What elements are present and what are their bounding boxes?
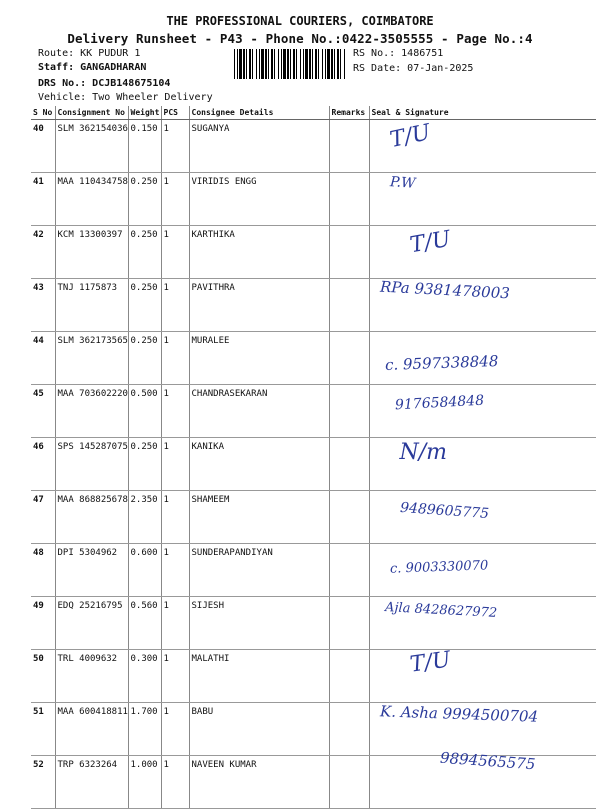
consignment-no-cell: KCM 13300397: [55, 226, 128, 279]
col-header-signature: Seal & Signature: [369, 106, 596, 120]
handwritten-signature: c. 9597338848: [384, 352, 499, 374]
col-header-weight: Weight: [128, 106, 161, 120]
barcode-bar: [300, 49, 301, 79]
weight-cell: 0.560: [128, 597, 161, 650]
remarks-cell: [329, 173, 369, 226]
signature-cell: [369, 544, 596, 597]
signature-cell: [369, 226, 596, 279]
runsheet-subtitle: Delivery Runsheet - P43 - Phone No.:0422-3505555 - Page No.:4: [67, 31, 533, 46]
weight-cell: 0.250: [128, 226, 161, 279]
consignee-name-cell: MALATHI: [189, 650, 329, 703]
consignment-no-cell: MAA 868825678: [55, 491, 128, 544]
consignment-no-cell: TRP 6323264: [55, 756, 128, 809]
staff-info: Staff: GANGADHARAN: [38, 62, 147, 73]
consignment-no-cell: MAA 703602220: [55, 385, 128, 438]
barcode-bar: [340, 49, 341, 79]
consignee-name-cell: VIRIDIS ENGG: [189, 173, 329, 226]
barcode-bar: [278, 49, 279, 79]
handwritten-signature: K. Asha 9994500704: [379, 702, 538, 726]
consignment-no-cell: SLM 362173565: [55, 332, 128, 385]
sno-cell: 50: [31, 650, 55, 703]
table-row: [31, 756, 596, 809]
sno-cell: 52: [31, 756, 55, 809]
barcode-bar: [305, 49, 308, 79]
sno-cell: 45: [31, 385, 55, 438]
barcode-bar: [249, 49, 251, 79]
table-row: [31, 491, 596, 544]
barcode-bar: [246, 49, 247, 79]
sno-cell: 41: [31, 173, 55, 226]
consignment-no-cell: EDQ 25216795: [55, 597, 128, 650]
signature-cell: [369, 748, 596, 809]
signature-cell: [369, 120, 596, 173]
company-title: THE PROFESSIONAL COURIERS, COIMBATORE: [166, 14, 434, 28]
handwritten-signature: T/U: [387, 120, 433, 153]
weight-cell: 1.700: [128, 703, 161, 756]
barcode-image: [234, 49, 346, 79]
signature-cell: [369, 279, 596, 332]
weight-cell: 0.600: [128, 544, 161, 597]
barcode-bar: [256, 49, 257, 79]
col-header-sno: S No: [31, 106, 55, 120]
barcode-bar: [312, 49, 313, 79]
pcs-cell: 1: [161, 650, 189, 703]
table-row: [31, 544, 596, 597]
sno-cell: 44: [31, 332, 55, 385]
signature-cell: [369, 332, 596, 385]
barcode-bar: [243, 49, 245, 79]
col-header-consignment: Consignment No: [55, 106, 128, 120]
remarks-cell: [329, 279, 369, 332]
barcode-bar: [274, 49, 275, 79]
barcode-bar: [334, 49, 335, 79]
consignee-name-cell: NAVEEN KUMAR: [189, 756, 329, 809]
barcode-bar: [337, 49, 339, 79]
barcode-bar: [325, 49, 326, 79]
consignment-no-cell: DPI 5304962: [55, 544, 128, 597]
barcode-bar: [309, 49, 311, 79]
pcs-cell: 1: [161, 120, 189, 173]
signature-cell: [369, 703, 596, 756]
barcode-bar: [322, 49, 323, 79]
handwritten-signature: Ajla 8428627972: [384, 600, 497, 621]
barcode-bar: [259, 49, 260, 79]
barcode-bar: [261, 49, 264, 79]
remarks-cell: [329, 650, 369, 703]
weight-cell: 0.250: [128, 173, 161, 226]
consignment-no-cell: SLM 362154036: [55, 120, 128, 173]
barcode-bar: [303, 49, 304, 79]
consignment-no-cell: TNJ 1175873: [55, 279, 128, 332]
table-row: [31, 703, 596, 756]
barcode-bar: [331, 49, 333, 79]
weight-cell: 2.350: [128, 491, 161, 544]
rs-date: RS Date: 07-Jan-2025: [353, 63, 474, 74]
consignee-name-cell: SUNDERAPANDIYAN: [189, 544, 329, 597]
signature-cell: [369, 597, 596, 650]
barcode-bar: [265, 49, 267, 79]
pcs-cell: 1: [161, 279, 189, 332]
remarks-cell: [329, 544, 369, 597]
barcode-bar: [287, 49, 289, 79]
sno-cell: 49: [31, 597, 55, 650]
signature-cell: [369, 438, 596, 491]
barcode-bar: [268, 49, 269, 79]
table-row: [31, 173, 596, 226]
handwritten-signature: 9176584848: [394, 392, 484, 414]
remarks-cell: [329, 756, 369, 809]
handwritten-signature: N/m: [399, 440, 448, 465]
pcs-cell: 1: [161, 491, 189, 544]
weight-cell: 0.300: [128, 650, 161, 703]
col-header-consignee: Consignee Details: [189, 106, 329, 120]
handwritten-signature: T/U: [407, 226, 453, 259]
remarks-cell: [329, 385, 369, 438]
signature-cell: [369, 491, 596, 544]
consignee-name-cell: CHANDRASEKARAN: [189, 385, 329, 438]
runsheet-table: [31, 106, 596, 809]
barcode-bar: [239, 49, 242, 79]
pcs-cell: 1: [161, 597, 189, 650]
remarks-cell: [329, 120, 369, 173]
pcs-cell: 1: [161, 385, 189, 438]
pcs-cell: 1: [161, 703, 189, 756]
barcode-bar: [283, 49, 286, 79]
table-row: [31, 332, 596, 385]
table-row: [31, 438, 596, 491]
sno-cell: 48: [31, 544, 55, 597]
handwritten-signature: T/U: [407, 647, 452, 678]
barcode-bar: [234, 49, 235, 79]
barcode-bar: [296, 49, 297, 79]
weight-cell: 0.250: [128, 438, 161, 491]
weight-cell: 1.000: [128, 756, 161, 809]
consignee-name-cell: PAVITHRA: [189, 279, 329, 332]
barcode-bar: [293, 49, 295, 79]
barcode-bar: [271, 49, 273, 79]
table-row: [31, 597, 596, 650]
sno-cell: 42: [31, 226, 55, 279]
sno-cell: 43: [31, 279, 55, 332]
consignee-name-cell: SIJESH: [189, 597, 329, 650]
weight-cell: 0.500: [128, 385, 161, 438]
table-row: [31, 226, 596, 279]
table-row: [31, 279, 596, 332]
handwritten-signature: 9489605775: [399, 499, 490, 523]
consignee-name-cell: KANIKA: [189, 438, 329, 491]
sno-cell: 47: [31, 491, 55, 544]
handwritten-signature: P.W: [388, 174, 416, 192]
sno-cell: 46: [31, 438, 55, 491]
consignee-name-cell: KARTHIKA: [189, 226, 329, 279]
pcs-cell: 1: [161, 332, 189, 385]
col-header-remarks: Remarks: [329, 106, 369, 120]
barcode-bar: [344, 49, 345, 79]
rs-number: RS No.: 1486751: [353, 48, 444, 59]
signature-cell: [369, 647, 596, 703]
pcs-cell: 1: [161, 173, 189, 226]
remarks-cell: [329, 332, 369, 385]
consignee-name-cell: BABU: [189, 703, 329, 756]
signature-cell: [369, 173, 596, 226]
consignment-no-cell: TRL 4009632: [55, 650, 128, 703]
handwritten-signature: 9894565575: [438, 748, 536, 774]
remarks-cell: [329, 597, 369, 650]
pcs-cell: 1: [161, 544, 189, 597]
weight-cell: 0.250: [128, 332, 161, 385]
col-header-pcs: PCS: [161, 106, 189, 120]
drs-number: DRS No.: DCJB148675104: [38, 78, 171, 89]
barcode-bar: [327, 49, 330, 79]
table-row: [31, 120, 596, 173]
sno-cell: 40: [31, 120, 55, 173]
barcode-bar: [290, 49, 291, 79]
consignee-name-cell: SHAMEEM: [189, 491, 329, 544]
barcode-bar: [315, 49, 317, 79]
sno-cell: 51: [31, 703, 55, 756]
remarks-cell: [329, 491, 369, 544]
barcode-bar: [281, 49, 282, 79]
consignee-name-cell: MURALEE: [189, 332, 329, 385]
remarks-cell: [329, 226, 369, 279]
table-row: [31, 650, 596, 703]
handwritten-signature: c. 9003330070: [389, 558, 488, 577]
signature-cell: [369, 385, 596, 438]
remarks-cell: [329, 703, 369, 756]
barcode-bar: [237, 49, 238, 79]
handwritten-signature: RPa 9381478003: [379, 277, 510, 303]
weight-cell: 0.250: [128, 279, 161, 332]
weight-cell: 0.150: [128, 120, 161, 173]
consignment-no-cell: MAA 110434758: [55, 173, 128, 226]
vehicle-info: Vehicle: Two Wheeler Delivery: [38, 92, 213, 103]
barcode-bar: [252, 49, 253, 79]
remarks-cell: [329, 438, 369, 491]
pcs-cell: 1: [161, 756, 189, 809]
consignee-name-cell: SUGANYA: [189, 120, 329, 173]
pcs-cell: 1: [161, 438, 189, 491]
barcode-bar: [318, 49, 319, 79]
table-header-row: [31, 106, 596, 120]
route-info: Route: KK PUDUR 1: [38, 48, 141, 59]
pcs-cell: 1: [161, 226, 189, 279]
table-row: [31, 385, 596, 438]
consignment-no-cell: SPS 145287075: [55, 438, 128, 491]
consignment-no-cell: MAA 600418811: [55, 703, 128, 756]
